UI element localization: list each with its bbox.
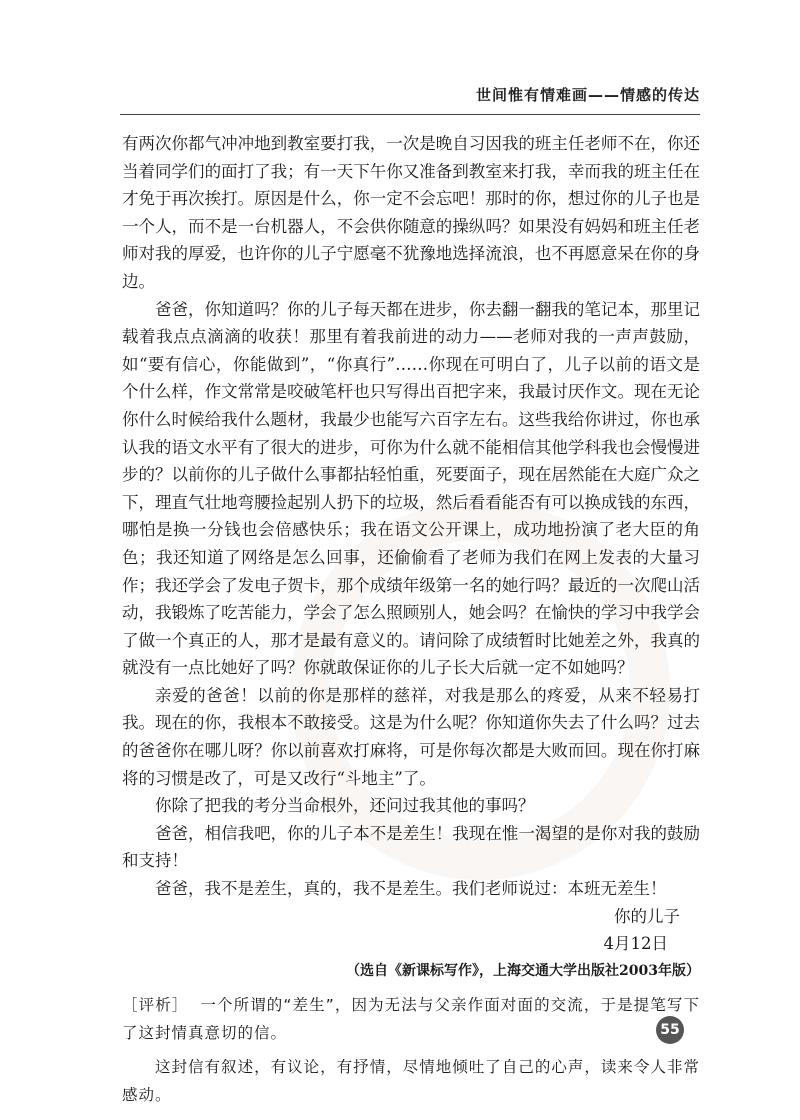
paragraph-5: 爸爸，相信我吧，你的儿子本不是差生！我现在惟一渴望的是你对我的鼓励和支持！ [122,823,700,871]
signature: 你的儿子 [614,906,680,926]
page-number: 55 [656,1016,684,1044]
comment-paragraph-1 [122,991,700,1047]
comment-label: ［评析］ [122,996,189,1015]
paragraph-3: 亲爱的爸爸！以前的你是那样的慈祥，对我是那么的疼爱，从来不轻易打我。现在的你，我根本不敢接受。这是为什么呢？你知道你失去了什么吗？过去的爸爸你在哪儿呀？你以前喜欢打麻将，可是你每次都是大败而回。现在你打麻将的习惯是改了，可是又改行“斗地主”了。 [122,685,700,788]
running-header [120,78,700,115]
paragraph-2: 爸爸，你知道吗？你的儿子每天都在进步，你去翻一翻我的笔记本，那里记载着我点点滴滴的收获！那里有着我前进的动力——老师对我的一声声鼓励，如“要有信心，你能做到”，“你真行”……你现在可明白了，儿子以前的语文是个什么样，作文常常是咬破笔杆也只写得出百把字来，我最讨厌作文。现在无论你什么时候给我什么题材，我最少也能写六百字左右。这些我给你讲过，你也承认我的语文水平有了很大的进步，可你为什么就不能相信其他学科我也会慢慢进步的？以前你的儿子做什么事都拈轻怕重，死要面子，现在居然能在大庭广众之下，理直气壮地弯腰捡起别人扔下的垃圾，然后看看能否有可以换成钱的东西，哪怕是换一分钱也会倍感快乐；我在语文公开课上，成功地扮演了老大臣的角色；我还知道了网络是怎么回事，还偷偷看了老师为我们在网上发表的大量习作；我还学会了发电子贺卡，那个成绩年级第一名的她行吗？最近的一次爬山活动，我锻炼了吃苦能力，学会了怎么照顾别人，她会吗？在愉快的学习中我学会了做一个真正的人，那才是最有意义的。请问除了成绩暂时比她差之外，我真的就没有一点比她好了吗？你就敢保证你的儿子长大后就一定不如她吗？ [122,299,700,678]
letter-date: 4月12日 [603,934,668,954]
paragraph-4: 你除了把我的考分当命根外，还问过我其他的事吗？ [155,796,535,816]
source-citation: （选自《新课标写作》，上海交通大学出版社2003年版） [346,962,700,979]
paragraph-6: 爸爸，我不是差生，真的，我不是差生。我们老师说过：本班无差生！ [155,879,667,899]
header-title: 世间惟有情难画——情感的传达 [475,86,700,104]
comment-paragraph-2: 这封信有叙述，有议论，有抒情，尽情地倾吐了自己的心声，读来令人非常感动。 [122,1058,700,1105]
letter-body [122,130,700,1109]
comment-text-1: 一个所谓的“差生”，因为无法与父亲作面对面的交流，于是提笔写下了这封情真意切的信。 [122,996,700,1043]
paragraph-1: 有两次你都气冲冲地到教室要打我，一次是晚自习因我的班主任老师不在，你还当着同学们的面打了我；有一天下午你又准备到教室来打我，幸而我的班主任在才免于再次挨打。原因是什么，你一定不会忘吧！那时的你，想过你的儿子也是一个人，而不是一台机器人，不会供你随意的操纵吗？如果没有妈妈和班主任老师对我的厚爱，也许你的儿子宁愿毫不犹豫地选择流浪，也不再愿意呆在你的身边。 [122,134,700,291]
